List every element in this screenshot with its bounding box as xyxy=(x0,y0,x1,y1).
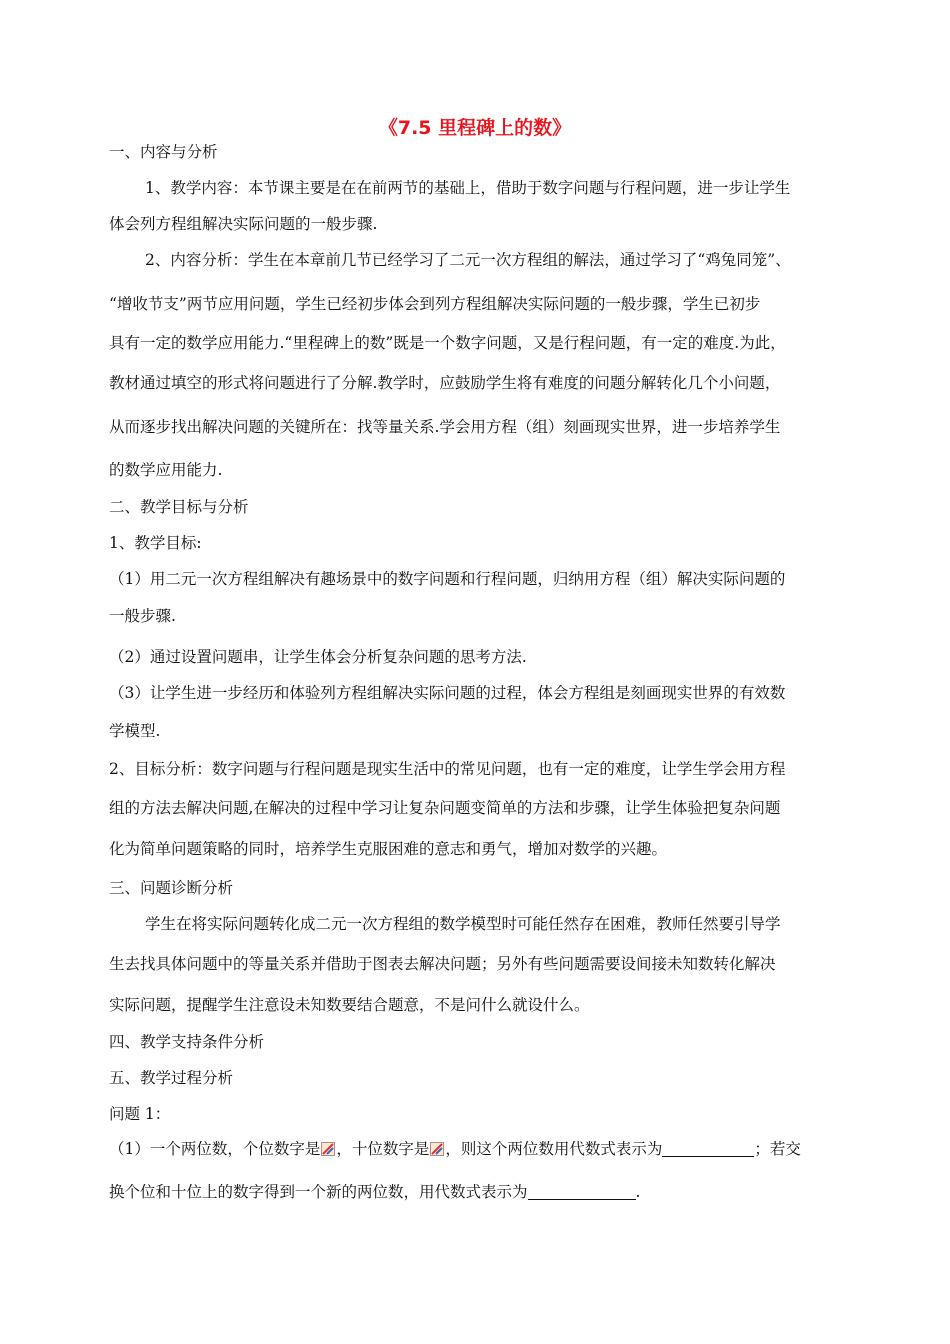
question-text: （1）一个两位数，个位数字是 xyxy=(109,1140,321,1158)
question-text: ，十位数字是 xyxy=(336,1140,430,1158)
paragraph-line: 从而逐步找出解决问题的关键所在：找等量关系.学会用方程（组）刻画现实世界，进一步培养学生 xyxy=(109,418,781,436)
subheading-goals: 1、教学目标: xyxy=(109,534,202,552)
question-line-1 xyxy=(109,1138,869,1160)
paragraph-line: 2、内容分析：学生在本章前几节已经学习了二元一次方程组的解法，通过学习了“鸡兔同笼”、 xyxy=(145,251,791,269)
math-image-icon xyxy=(321,1140,335,1154)
section-heading-2: 二、教学目标与分析 xyxy=(109,498,249,516)
answer-blank[interactable] xyxy=(662,1141,754,1157)
math-image-icon xyxy=(430,1140,444,1154)
goal-line: 学模型. xyxy=(109,722,161,740)
goal-analysis-line: 组的方法去解决问题,在解决的过程中学习让复杂问题变简单的方法和步骤，让学生体验把复杂问题 xyxy=(109,799,781,817)
goal-analysis-line: 化为简单问题策略的同时，培养学生克服困难的意志和勇气，增加对数学的兴趣。 xyxy=(109,840,668,858)
section-heading-3: 三、问题诊断分析 xyxy=(109,879,234,897)
paragraph-line: 体会列方程组解决实际问题的一般步骤. xyxy=(109,215,378,233)
section-heading-5: 五、教学过程分析 xyxy=(109,1069,234,1087)
diagnosis-line: 实际问题，提醒学生注意设未知数要结合题意，不是问什么就设什么。 xyxy=(109,996,590,1014)
diagnosis-line: 学生在将实际问题转化成二元一次方程组的数学模型时可能任然存在困难，教师任然要引导学 xyxy=(145,915,781,933)
paragraph-line: 教材通过填空的形式将问题进行了分解.教学时，应鼓励学生将有难度的问题分解转化几个小问题， xyxy=(109,374,781,392)
paragraph-line: 具有一定的数学应用能力.“里程碑上的数”既是一个数字问题，又是行程问题，有一定的难度.为此， xyxy=(109,334,786,352)
question-line-2 xyxy=(109,1181,869,1203)
page-title: 《7.5 里程碑上的数》 xyxy=(378,117,572,139)
question-text: 换个位和十位上的数字得到一个新的两位数，用代数式表示为 xyxy=(109,1183,528,1201)
paragraph-line: 1、教学内容：本节课主要是在在前两节的基础上，借助于数字问题与行程问题，进一步让学生 xyxy=(145,179,791,197)
question-text: ；若交 xyxy=(754,1140,801,1158)
paragraph-line: “增收节支”两节应用问题，学生已经初步体会到列方程组解决实际问题的一般步骤，学生已初步 xyxy=(109,295,761,313)
goal-line: （1）用二元一次方程组解决有趣场景中的数字问题和行程问题，归纳用方程（组）解决实际问题的 xyxy=(109,570,786,588)
question-text: . xyxy=(635,1183,641,1201)
goal-line: （2）通过设置问题串，让学生体会分析复杂问题的思考方法. xyxy=(109,648,527,666)
paragraph-line: 的数学应用能力. xyxy=(109,461,223,479)
diagnosis-line: 生去找具体问题中的等量关系并借助于图表去解决问题；另外有些问题需要设间接未知数转化解决 xyxy=(109,955,776,973)
goal-analysis-line: 2、目标分析：数字问题与行程问题是现实生活中的常见问题，也有一定的难度，让学生学会用方程 xyxy=(109,760,786,778)
section-heading-1: 一、内容与分析 xyxy=(109,143,218,161)
section-heading-4: 四、教学支持条件分析 xyxy=(109,1033,265,1051)
answer-blank[interactable] xyxy=(528,1184,636,1200)
goal-line: 一般步骤. xyxy=(109,607,176,625)
goal-line: （3）让学生进一步经历和体验列方程组解决实际问题的过程，体会方程组是刻画现实世界的有效数 xyxy=(109,684,786,702)
question-label: 问题 1： xyxy=(109,1105,171,1123)
question-text: ，则这个两位数用代数式表示为 xyxy=(445,1140,663,1158)
